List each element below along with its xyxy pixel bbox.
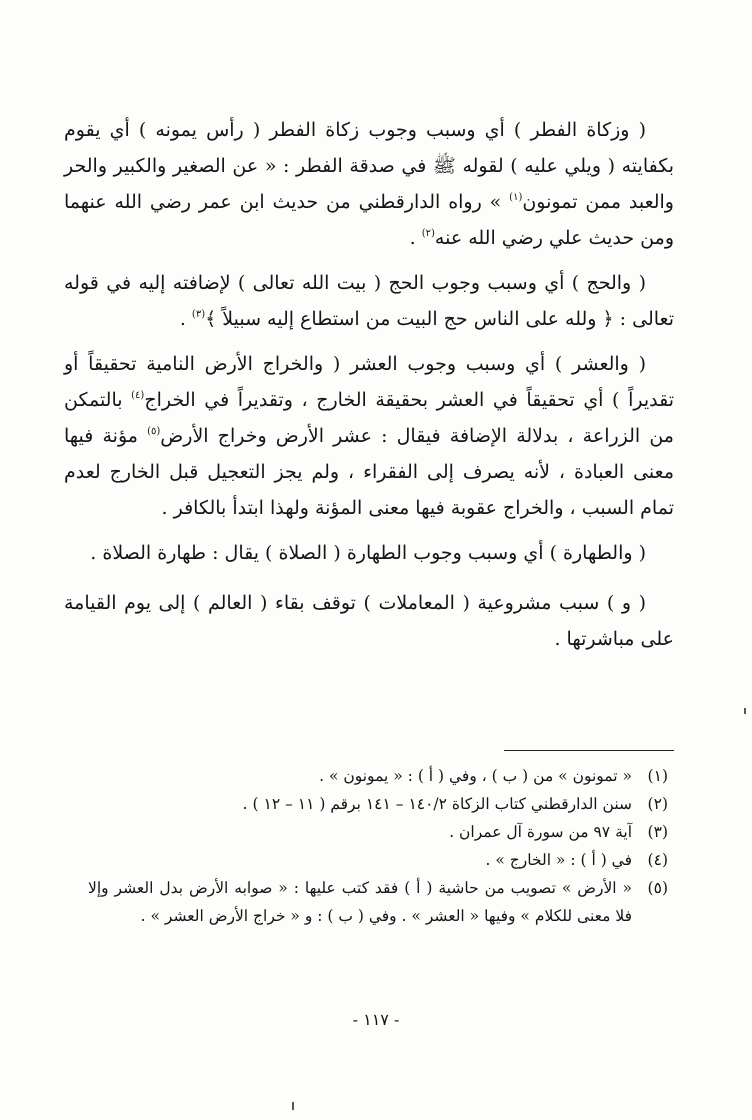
footnote-ref[interactable]: (٣) — [191, 309, 206, 320]
paragraph-text: ( و ) سبب مشروعية ( المعاملات ) توقف بقاء ( العالم ) إلى يوم القيامة على مباشرتها . — [64, 592, 674, 650]
footnote-number: (١) — [647, 767, 668, 785]
footnote-number: (٤) — [647, 851, 668, 869]
paragraph-text: ( وزكاة الفطر ) أي وسبب وجوب زكاة الفطر ( رأس يمونه ) أي يقوم بكفايته ( ويلي عليه ) لقوله ﷺ في صدقة الفطر : « عن الصغير والكبير والحر والعبد ممن تمونون — [64, 119, 674, 213]
scan-mark — [292, 1102, 294, 1110]
footnote-text: سنن الدارقطني كتاب الزكاة ١٤٠/٢ – ١٤١ برقم ( ١١ – ١٢ ) . — [242, 795, 632, 813]
paragraph-text: ( والطهارة ) أي وسبب وجوب الطهارة ( الصلاة ) يقال : طهارة الصلاة . — [90, 542, 646, 564]
footnote-text: « تمونون » من ( ب ) ، وفي ( أ ) : « يمونون » . — [319, 767, 632, 785]
footnote-text: آية ٩٧ من سورة آل عمران . — [449, 823, 632, 841]
footnote-text: « الأرض » تصويب من حاشية ( أ ) فقد كتب عليها : « صوابه الأرض بدل العشر وإلا فلا معنى للكلام » وفيها « العشر » . وفي ( ب ) : و « خراج الأرض العشر » . — [88, 879, 632, 925]
footnote-item — [88, 818, 668, 846]
paragraph-text: ( والعشر ) أي وسبب وجوب العشر ( والخراج الأرض النامية تحقيقاً أو تقديراً ) أي تحقيقاً في العشر بحقيقة الخارج ، وتقديراً في الخراج — [64, 353, 674, 411]
footnote-item — [88, 762, 668, 790]
paragraph-hajj — [64, 265, 674, 337]
page-number: - ١١٧ - — [352, 1010, 400, 1029]
footnote-item — [88, 846, 668, 874]
footnote-separator — [504, 750, 674, 751]
footnotes — [88, 762, 668, 930]
main-text — [64, 112, 674, 666]
footnote-text: في ( أ ) : « الخارج » . — [485, 851, 632, 869]
paragraph-text: ( والحج ) أي وسبب وجوب الحج ( بيت الله تعالى ) لإضافته إليه في قوله تعالى : ﴿ ولله على الناس حج البيت من استطاع إليه سبيلاً ﴾ — [64, 272, 674, 330]
footnote-number: (٢) — [647, 795, 668, 813]
paragraph-ushr-kharaj — [64, 346, 674, 526]
footnote-ref[interactable]: (١) — [509, 192, 523, 203]
scan-mark — [744, 708, 746, 714]
paragraph-text: مؤنة فيها معنى العبادة ، لأنه يصرف إلى الفقراء ، ولم يجز التعجيل قبل الخارج لعدم تمام السبب ، والخراج عقوبة فيها معنى المؤنة ولهذا ابتدأ بالكافر . — [64, 425, 674, 519]
footnote-number: (٣) — [647, 823, 668, 841]
paragraph-text: . — [179, 308, 192, 330]
paragraph-text: . — [409, 227, 422, 249]
paragraph-muamalat — [64, 585, 674, 657]
paragraph-text: بالتمكن من الزراعة ، بدلالة الإضافة فيقال : عشر الأرض وخراج الأرض — [64, 389, 674, 447]
paragraph-text: » رواه الدارقطني من حديث ابن عمر رضي الله عنهما ومن حديث علي رضي الله عنه — [64, 191, 674, 249]
paragraph-zakat-al-fitr — [64, 112, 674, 256]
footnote-item — [88, 874, 668, 930]
footnote-ref[interactable]: (٥) — [147, 426, 161, 437]
paragraph-taharah — [64, 535, 674, 571]
footnote-number: (٥) — [647, 879, 668, 897]
footnote-ref[interactable]: (٤) — [131, 390, 145, 401]
footnote-item — [88, 790, 668, 818]
footnote-ref[interactable]: (٢) — [421, 228, 435, 239]
